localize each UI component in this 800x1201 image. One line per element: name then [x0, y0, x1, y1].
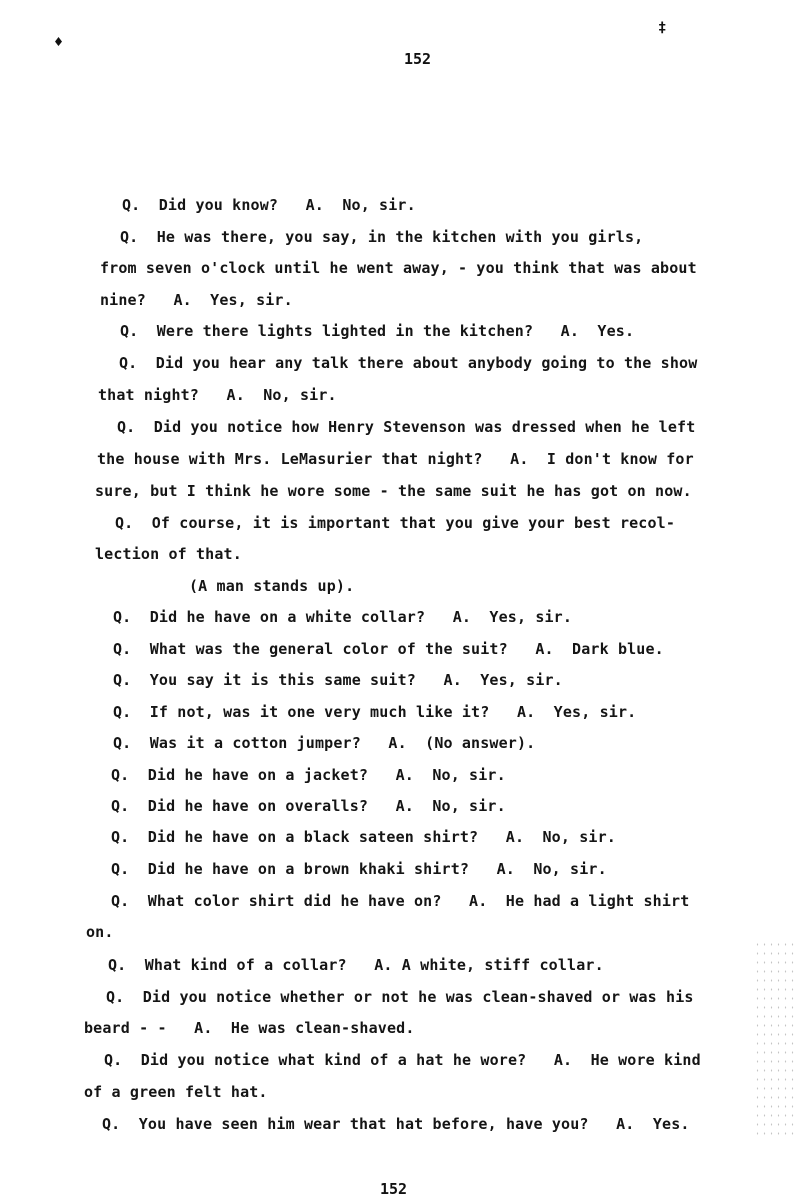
scan-noise	[754, 940, 794, 1140]
transcript-line: that night? A. No, sir.	[98, 386, 337, 404]
transcript-line: Q. Of course, it is important that you give your best recol-	[115, 514, 676, 532]
page-number-top: 152	[404, 50, 432, 68]
transcript-line: the house with Mrs. LeMasurier that night? A. I don't know for	[97, 450, 694, 468]
transcript-line: nine? A. Yes, sir.	[100, 291, 293, 309]
transcript-line: Q. Did he have on a jacket? A. No, sir.	[111, 766, 506, 784]
transcript-line: Q. What color shirt did he have on? A. He had a light shirt	[111, 892, 690, 910]
transcript-line: (A man stands up).	[189, 577, 355, 595]
punch-hole-mark-icon: ♦	[54, 33, 64, 51]
transcript-line: Q. Did he have on a brown khaki shirt? A. No, sir.	[111, 860, 607, 878]
page-number-bottom: 152	[380, 1180, 408, 1198]
transcript-line: Q. What was the general color of the suit? A. Dark blue.	[113, 640, 664, 658]
transcript-line: Q. Did you notice what kind of a hat he wore? A. He wore kind	[104, 1051, 701, 1069]
transcript-line: beard - - A. He was clean-shaved.	[84, 1019, 415, 1037]
transcript-line: Q. Was it a cotton jumper? A. (No answer).	[113, 734, 536, 752]
transcript-line: Q. Were there lights lighted in the kitchen? A. Yes.	[120, 322, 635, 340]
transcript-line: Q. Did you know? A. No, sir.	[122, 196, 416, 214]
transcript-line: Q. You have seen him wear that hat before, have you? A. Yes.	[102, 1115, 690, 1133]
transcript-line: Q. Did you notice whether or not he was clean-shaved or was his	[106, 988, 694, 1006]
transcript-line: sure, but I think he wore some - the same suit he has got on now.	[95, 482, 692, 500]
transcript-line: Q. Did he have on overalls? A. No, sir.	[111, 797, 506, 815]
transcript-line: Q. Did you notice how Henry Stevenson was dressed when he left	[117, 418, 696, 436]
transcript-line: Q. What kind of a collar? A. A white, stiff collar.	[108, 956, 604, 974]
ink-mark-icon: ‡	[658, 20, 667, 36]
transcript-line: Q. You say it is this same suit? A. Yes, sir.	[113, 671, 563, 689]
transcript-line: Q. Did he have on a black sateen shirt? A. No, sir.	[111, 828, 616, 846]
transcript-line: Q. Did you hear any talk there about anybody going to the show	[119, 354, 698, 372]
transcript-line: from seven o'clock until he went away, - you think that was about	[100, 259, 697, 277]
transcript-line: Q. He was there, you say, in the kitchen with you girls,	[120, 228, 644, 246]
transcript-line: on.	[86, 923, 114, 941]
transcript-line: of a green felt hat.	[84, 1083, 268, 1101]
transcript-line: Q. Did he have on a white collar? A. Yes, sir.	[113, 608, 573, 626]
transcript-line: Q. If not, was it one very much like it? A. Yes, sir.	[113, 703, 637, 721]
transcript-line: lection of that.	[95, 545, 242, 563]
